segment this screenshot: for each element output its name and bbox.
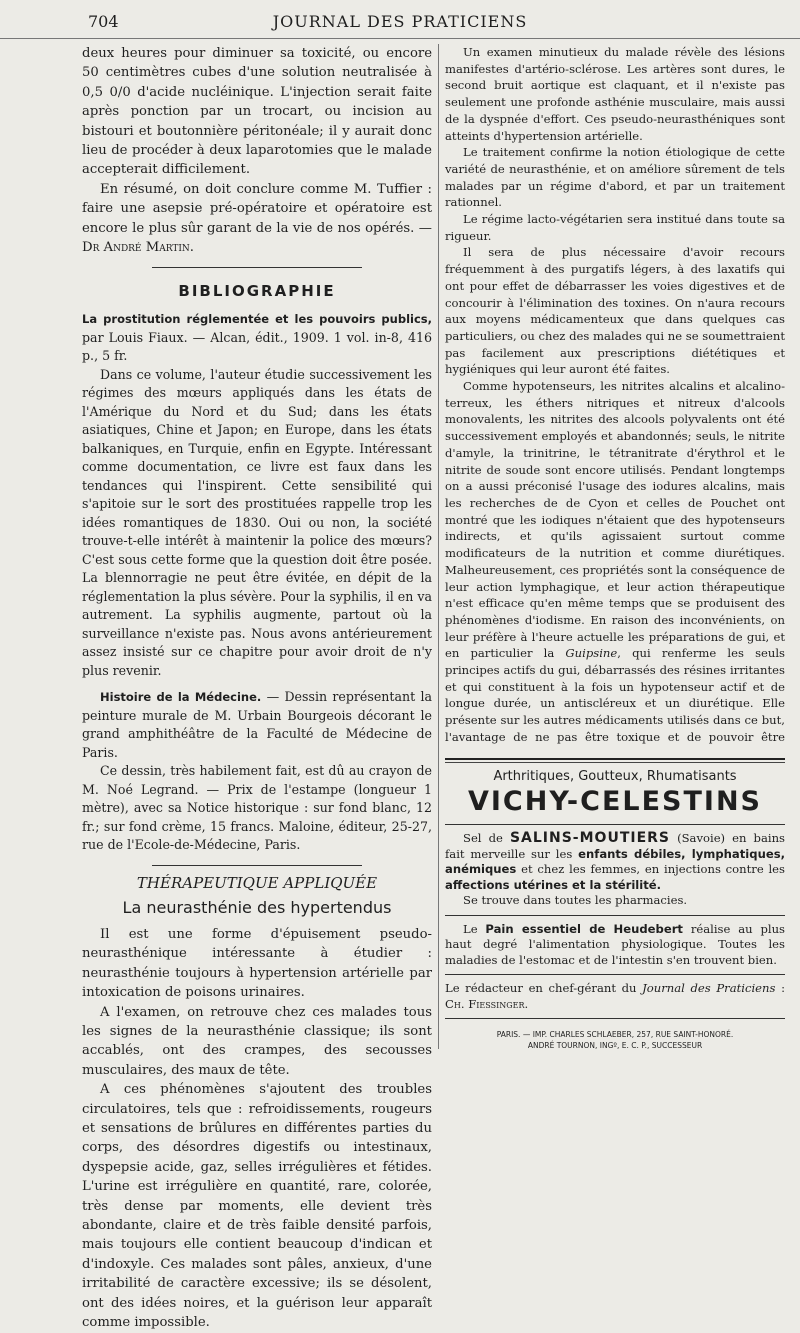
paragraph: Ce dessin, très habilement fait, est dû au crayon de M. Noé Legrand. — Prix de l'estampe (longueur 1 mètre), avec sa Notice historique : sur fond blanc, 12 fr.; sur fond crème, 15 francs. Maloine, éditeur, 25-27, rue de l'Ecole-de-Médecine, Paris. bbox=[82, 763, 432, 853]
entry-heading: La prostitution réglementée et les pouvoirs publics, par Louis Fiaux. — Alcan, édit., 1909. 1 vol. in-8, 416 p., 5 fr. bbox=[82, 312, 432, 364]
paragraph: Il est une forme d'épuisement pseudo-neurasthénique intéressante à étudier : neurasthénie toujours à hypertension artérielle par intoxication de poisons urinaires. bbox=[82, 926, 432, 1001]
ad-salins-availability: Se trouve dans toutes les pharmacies. bbox=[463, 893, 688, 907]
section-title-therapeutique: THÉRAPEUTIQUE APPLIQUÉE bbox=[136, 873, 378, 892]
paragraph: Le régime lacto-végétarien sera institué dans toute sa rigueur. bbox=[445, 212, 785, 243]
journal-title: JOURNAL DES PRATICIENS bbox=[272, 12, 528, 31]
divider bbox=[445, 974, 785, 975]
paragraph: Dans ce volume, l'auteur étudie successivement les régimes des mœurs appliqués dans les états de l'Amérique du Nord et du Sud; dans les états asiatiques, Chine et Japon; en Europe, dans les états balkaniques, en Turquie, enfin en Egypte. Intéressant comme documentation, ce livre est faux dans les tendances qui l'inspirent. Cette sensibilité qui s'apitoie sur le sort des prostituées rappelle trop les idées romantiques de 1830. Oui ou non, la société trouve-t-elle intérêt à maintenir la police des mœurs? C'est sous cette forme que la question doit être posée. La blennorragie ne peut être évitée, en dépit de la réglementation la plus sévère. Pour la syphilis, il en va autrement. La syphilis augmente, partout où la surveillance n'existe pas. Nous avons antérieurement assez insisté sur ce chapitre pour avoir droit de n'y plus revenir. bbox=[82, 366, 432, 678]
advertisement-block bbox=[445, 758, 785, 1051]
column-divider bbox=[438, 44, 439, 1049]
entry-title: La prostitution réglementée et les pouvoirs publics, bbox=[82, 312, 432, 327]
paragraph: A ces phénomènes s'ajoutent des troubles circulatoires, tels que : refroidissements, rougeurs et sensations de brûlures en différentes parties du corps, des désordres digestifs ou intestinaux, dyspepsie acide, gaz, selles irrégulières et fétides. L'urine est irrégulière en quantité, rare, colorée, très dense par moments, elle devient très abondante, claire et de très faible densité parfois, mais toujours elle contient beaucoup d'indican et d'indoxyle. Ces malades sont pâles, anxieux, d'une irritabilité de caractère excessive; ils se désolent, ont des idées noires, et la guérison leur apparaît comme impossible. bbox=[82, 1082, 432, 1331]
article-title: La neurasthénie des hypertendus bbox=[122, 897, 392, 917]
editor-line: Le rédacteur en chef-gérant du Journal des Praticiens : Ch. Fiessinger. bbox=[445, 981, 785, 1011]
paragraph: Un examen minutieux du malade révèle des lésions manifestes d'artério-sclérose. Les artères sont dures, le second bruit aortique est claquant, et il n'existe pas seulement une profonde asthénie musculaire, mais aussi de la dyspnée d'effort. Ces pseudo-neurasthéniques sont atteints d'hypertension artérielle. bbox=[445, 45, 785, 143]
paragraph: Le traitement confirme la notion étiologique de cette variété de neurasthénie, et on améliore sûrement de tels malades par un régime d'abord, et par un traitement rationnel. bbox=[445, 145, 785, 210]
ad-tagline: Arthritiques, Goutteux, Rhumatisants bbox=[493, 769, 737, 784]
product-name: Guipsine bbox=[565, 646, 618, 661]
divider bbox=[445, 1018, 785, 1019]
divider bbox=[152, 267, 362, 268]
entry-title: Histoire de la Médecine. bbox=[100, 690, 262, 705]
ad-brand-vichy: VICHY-CELESTINS bbox=[467, 786, 762, 817]
page-header bbox=[0, 0, 800, 39]
divider bbox=[445, 824, 785, 825]
paragraph: Il sera de plus nécessaire d'avoir recours fréquemment à des purgatifs légers, à des laxatifs qui ont pour effet de débarrasser les voies digestives et de concourir à l'élimination des toxines. On n'aura recours aux moyens médicamenteux que dans quelques cas particuliers, ou chez des malades qui ne se soumettraient pas facilement aux prescriptions diététiques et hygiéniques qui leur auront été faites. bbox=[445, 245, 785, 377]
paragraph: deux heures pour diminuer sa toxicité, ou encore 50 centimètres cubes d'une solution neutralisée à 0,5 0/0 d'acide nucléinique. L'injection serait faite après ponction par un trocart, ou incision au bistouri et boutonnière péritonéale; il y aurait donc lieu de procéder à deux laparotomies que le malade accepterait difficilement. bbox=[82, 46, 432, 178]
paragraph: En résumé, on doit conclure comme M. Tuffier : faire une asepsie pré-opératoire et opératoire est encore le plus sûr garant de la vie de nos opérés. — Dr André Martin. bbox=[82, 181, 432, 256]
entry-heading: Histoire de la Médecine. — Dessin représentant la peinture murale de M. Urbain Bourgeois décorant le grand amphithéâtre de la Faculté de Médecine de Paris. bbox=[82, 689, 432, 760]
ad-salins: Sel de SALINS-MOUTIERS (Savoie) en bains fait merveille sur les enfants débiles, lymphatiques, anémiques et chez les femmes, en injections contre les affections utérines et la stérilité. bbox=[445, 830, 786, 892]
divider bbox=[445, 758, 785, 760]
page-number: 704 bbox=[88, 12, 119, 31]
divider bbox=[445, 915, 785, 916]
printer-imprint: PARIS. — IMP. CHARLES SCHLAEBER, 257, RUE SAINT-HONORÉ. ANDRÉ TOURNON, INGº, E. C. P., SUCCESSEUR bbox=[496, 1030, 734, 1050]
paragraph: Comme hypotenseurs, les nitrites alcalins et alcalino-terreux, les éthers nitriques et nitreux d'alcools monovalents, les nitrites des alcools polyvalents ont été successivement employés et abandonnés; seuls, le nitrite d'amyle, la trinitrine, le tétranitrate d'érythrol et le nitrite de soude sont encore utilisés. Pendant longtemps on a aussi préconisé l'usage des iodures alcalins, mais les recherches de de Cyon et celles de Pouchet ont montré que les iodiques n'étaient que des hypotenseurs indirects, et qu'ils agissaient surtout comme modificateurs de la nutrition et comme diurétiques. Malheureusement, ces propriétés sont la conséquence de leur action lymphagique, et leur action thérapeutique n'est efficace qu'en même temps que se produisent des phénomènes d'iodisme. En raison des inconvénients, on leur préfère à l'heure actuelle les préparations de gui, et en particulier la Guipsine, qui renferme les seuls principes actifs du gui, débarrassés des résines irritantes et qui constituent à la fois un hypotenseur actif et de longue durée, un antiscléreux et un diurétique. Elle présente sur les autres médicaments utilisés dans ce but, l'avantage de ne pas être toxique et de pouvoir être bbox=[445, 379, 785, 744]
bibliography-entry bbox=[82, 310, 432, 680]
left-column bbox=[82, 44, 432, 1333]
paragraph: A l'examen, on retrouve chez ces malades tous les signes de la neurasthénie classique; ils sont accablés, ont des crampes, des secousses musculaires, des maux de tête. bbox=[82, 1004, 432, 1078]
section-title-bibliographie: BIBLIOGRAPHIE bbox=[178, 282, 336, 301]
ad-heudebert: Le Pain essentiel de Heudebert réalise au plus haut degré l'alimentation physiologique. Toutes les maladies de l'estomac et de l'intestin s'en trouvent bien. bbox=[445, 921, 785, 967]
divider bbox=[152, 865, 362, 866]
bibliography-entry bbox=[82, 688, 432, 855]
divider bbox=[445, 762, 785, 763]
author-signature: Dr André Martin. bbox=[82, 240, 194, 256]
right-column bbox=[445, 44, 785, 748]
